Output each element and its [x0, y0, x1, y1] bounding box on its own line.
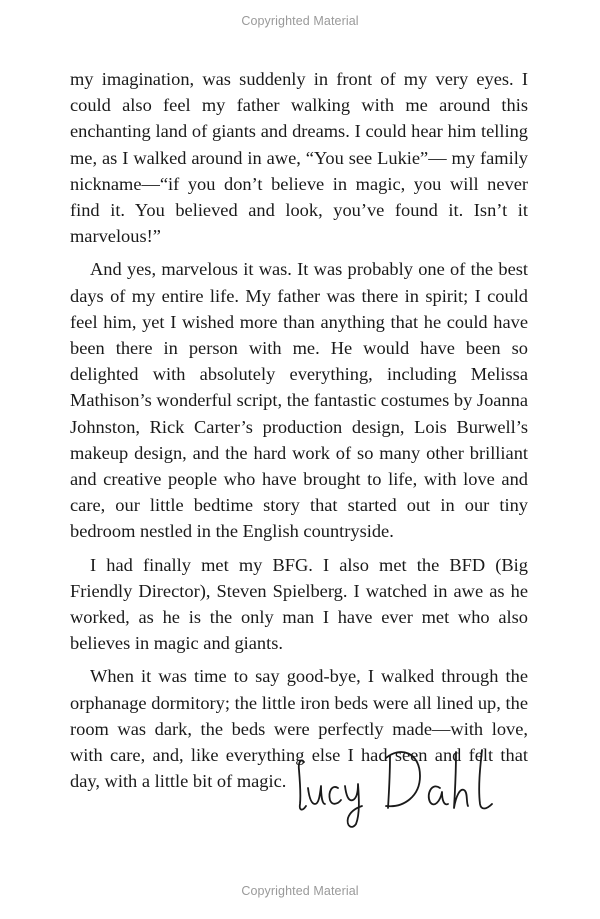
paragraph-1: my imagination, was suddenly in front of my very eyes. I could also feel my father walking with me around this enchanting land of giants and dreams. I could hear him telling me, as I walked around in awe, “You see Lukie”— my family nickname—“if you don’t believe in magic, you will never find it. You believed and look, you’ve found it. Isn’t it marvelous!”: [70, 69, 528, 247]
paragraph-2: And yes, marvelous it was. It was probably one of the best days of my entire life. My father was there in spirit; I could feel him, yet I wished more than anything that he could have been there in person with me. He would have been so delighted with absolutely everything, including Melissa Mathison’s wonderful script, the fantastic costumes by Joanna Johnston, Rick Carter’s production design, Lois Burwell’s makeup design, and the hard work of so many other brilliant and creative people who have brought to life, with love and care, our little bedtime story that started out in our tiny bedroom nestled in the English countryside.: [70, 259, 528, 542]
page-body-text: [70, 66, 528, 794]
handwritten-signature: [290, 722, 510, 832]
copyright-watermark-top: Copyrighted Material: [241, 14, 359, 28]
paragraph-3: I had finally met my BFG. I also met the BFD (Big Friendly Director), Steven Spielberg. I watched in awe as he worked, as he is the only man I have ever met who also believes in magic and giants.: [70, 554, 528, 654]
signature-drawing: [290, 722, 510, 832]
copyright-watermark-bottom: Copyrighted Material: [241, 884, 359, 898]
paragraph-4: When it was time to say good-bye, I walked through the orphanage dormitory; the little iron beds were all lined up, the room was dark, the beds were perfectly made—with love, with care, and, like everything else I had seen and felt that day, with a little bit of magic.: [70, 666, 528, 792]
